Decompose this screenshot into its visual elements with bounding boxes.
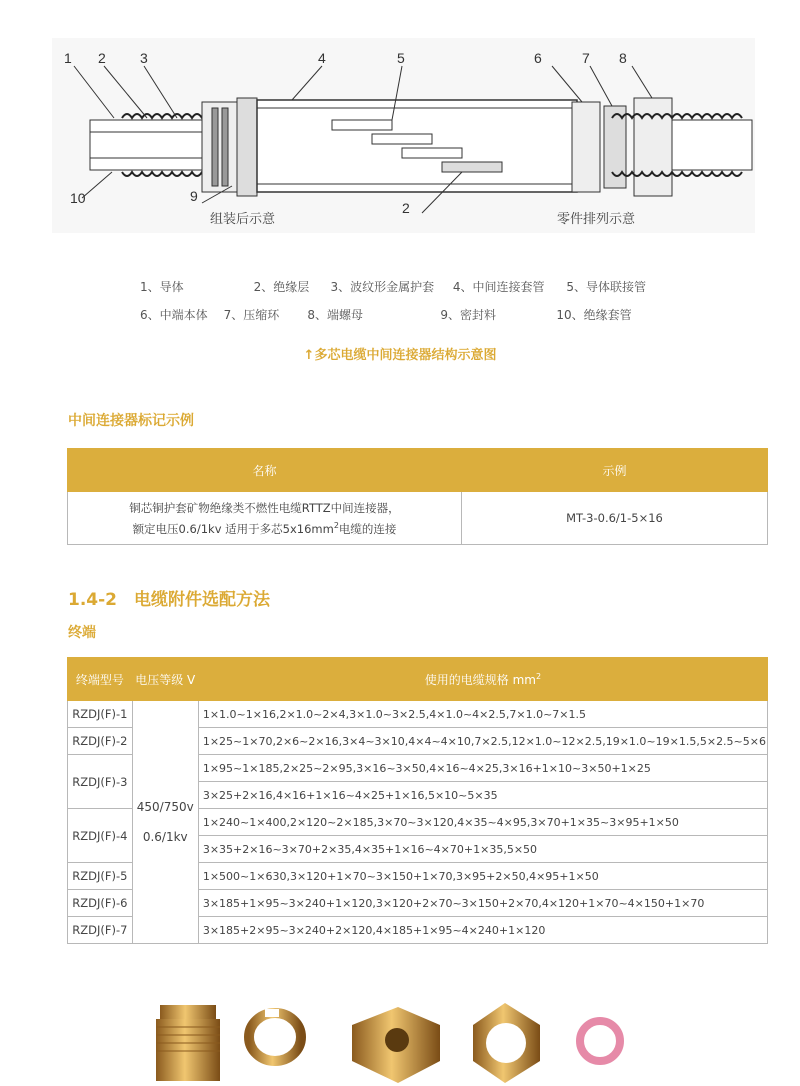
legend-item: 7、压缩环 xyxy=(223,307,280,322)
col-example-header: 示例 xyxy=(462,449,768,492)
parts-legend xyxy=(140,272,680,328)
end-nut-part xyxy=(473,1003,540,1083)
section-title: 1.4-2 电缆附件选配方法 xyxy=(68,590,270,610)
connector-diagram xyxy=(52,38,755,233)
legend-item: 8、端螺母 xyxy=(307,307,363,322)
spec-cell: 1×1.0~1×16,2×1.0~2×4,3×1.0~3×2.5,4×1.0~4×2.5,7×1.0~7×1.5 xyxy=(198,701,767,728)
callout-1: 1 xyxy=(64,50,72,66)
marking-name-line1: 铜芯铜护套矿物绝缘类不燃性电缆RTTZ中间连接器， xyxy=(129,500,400,515)
voltage-2: 0.6/1kv xyxy=(142,830,188,844)
marking-name-line2b: 电缆的连接 xyxy=(338,521,397,536)
legend-item: 9、密封料 xyxy=(440,307,497,322)
terminal-table xyxy=(67,657,768,944)
spec-cell: 3×185+2×95~3×240+2×120,4×185+1×95~4×240+1×120 xyxy=(198,917,767,944)
model-cell: RZDJ(F)-5 xyxy=(68,863,133,890)
model-cell: RZDJ(F)-4 xyxy=(68,809,133,863)
compression-ring-part xyxy=(249,1009,301,1061)
legend-item: 5、导体联接管 xyxy=(566,279,647,294)
model-cell: RZDJ(F)-6 xyxy=(68,890,133,917)
body-nut-part xyxy=(352,1007,440,1083)
legend-row xyxy=(140,300,680,328)
callout-2-lower: 2 xyxy=(402,200,410,216)
callout-8: 8 xyxy=(619,50,627,66)
spec-cell: 1×240~1×400,2×120~2×185,3×70~3×120,4×35~4×95,3×70+1×35~3×95+1×50 xyxy=(198,809,767,836)
legend-item: 4、中间连接套管 xyxy=(452,279,545,294)
marking-heading: 中间连接器标记示例 xyxy=(68,413,194,429)
section-subtitle: 终端 xyxy=(68,625,96,641)
model-cell: RZDJ(F)-3 xyxy=(68,755,133,809)
voltage-cell xyxy=(132,701,198,944)
figure-caption: ↑多芯电缆中间连接器结构示意图 xyxy=(303,348,497,363)
legend-item: 2、绝缘层 xyxy=(253,279,310,294)
marking-table xyxy=(67,448,768,545)
spec-cell: 1×500~1×630,3×120+1×70~3×150+1×70,3×95+2×50,4×95+1×50 xyxy=(198,863,767,890)
parts-illustration xyxy=(0,995,800,1086)
callout-3: 3 xyxy=(140,50,148,66)
seal-ring-part xyxy=(580,1021,620,1061)
callout-4: 4 xyxy=(318,50,326,66)
marking-example-cell: MT-3-0.6/1-5×16 xyxy=(462,492,768,545)
table-row xyxy=(68,701,768,728)
th-spec-sup: 2 xyxy=(535,671,542,681)
spec-cell: 3×25+2×16,4×16+1×16~4×25+1×16,5×10~5×35 xyxy=(198,782,767,809)
th-model: 终端型号 xyxy=(68,658,133,701)
callout-2: 2 xyxy=(98,50,106,66)
marking-name-cell xyxy=(68,492,462,545)
th-spec xyxy=(198,658,767,701)
threaded-sleeve-part xyxy=(156,1005,220,1081)
marking-name-line2a: 额定电压0.6/1kv 适用于多芯5x16mm xyxy=(132,521,334,536)
voltage-1: 450/750v xyxy=(136,800,194,814)
marking-sup: 2 xyxy=(333,520,339,530)
callout-10: 10 xyxy=(70,190,86,206)
parts-caption: 零件排列示意 xyxy=(557,212,636,227)
callout-9: 9 xyxy=(190,188,198,204)
assembled-caption: 组装后示意 xyxy=(210,212,276,227)
spec-cell: 1×95~1×185,2×25~2×95,3×16~3×50,4×16~4×25,3×16+1×10~3×50+1×25 xyxy=(198,755,767,782)
callout-7: 7 xyxy=(582,50,590,66)
legend-item: 6、中端本体 xyxy=(140,307,208,322)
legend-item: 10、绝缘套管 xyxy=(556,307,632,322)
legend-item: 1、导体 xyxy=(140,279,184,294)
legend-row xyxy=(140,272,680,300)
model-cell: RZDJ(F)-1 xyxy=(68,701,133,728)
callout-6: 6 xyxy=(534,50,542,66)
col-name-header: 名称 xyxy=(68,449,462,492)
model-cell: RZDJ(F)-7 xyxy=(68,917,133,944)
callout-5: 5 xyxy=(397,50,405,66)
spec-cell: 3×35+2×16~3×70+2×35,4×35+1×16~4×70+1×35,5×50 xyxy=(198,836,767,863)
spec-cell: 3×185+1×95~3×240+1×120,3×120+2×70~3×150+2×70,4×120+1×70~4×150+1×70 xyxy=(198,890,767,917)
model-cell: RZDJ(F)-2 xyxy=(68,728,133,755)
legend-item: 3、波纹形金属护套 xyxy=(330,279,435,294)
spec-cell: 1×25~1×70,2×6~2×16,3×4~3×10,4×4~4×10,7×2.5,12×1.0~12×2.5,19×1.0~19×1.5,5×2.5~5×6 xyxy=(198,728,767,755)
th-spec-label: 使用的电缆规格 mm xyxy=(424,672,536,687)
th-voltage: 电压等级 V xyxy=(132,658,198,701)
